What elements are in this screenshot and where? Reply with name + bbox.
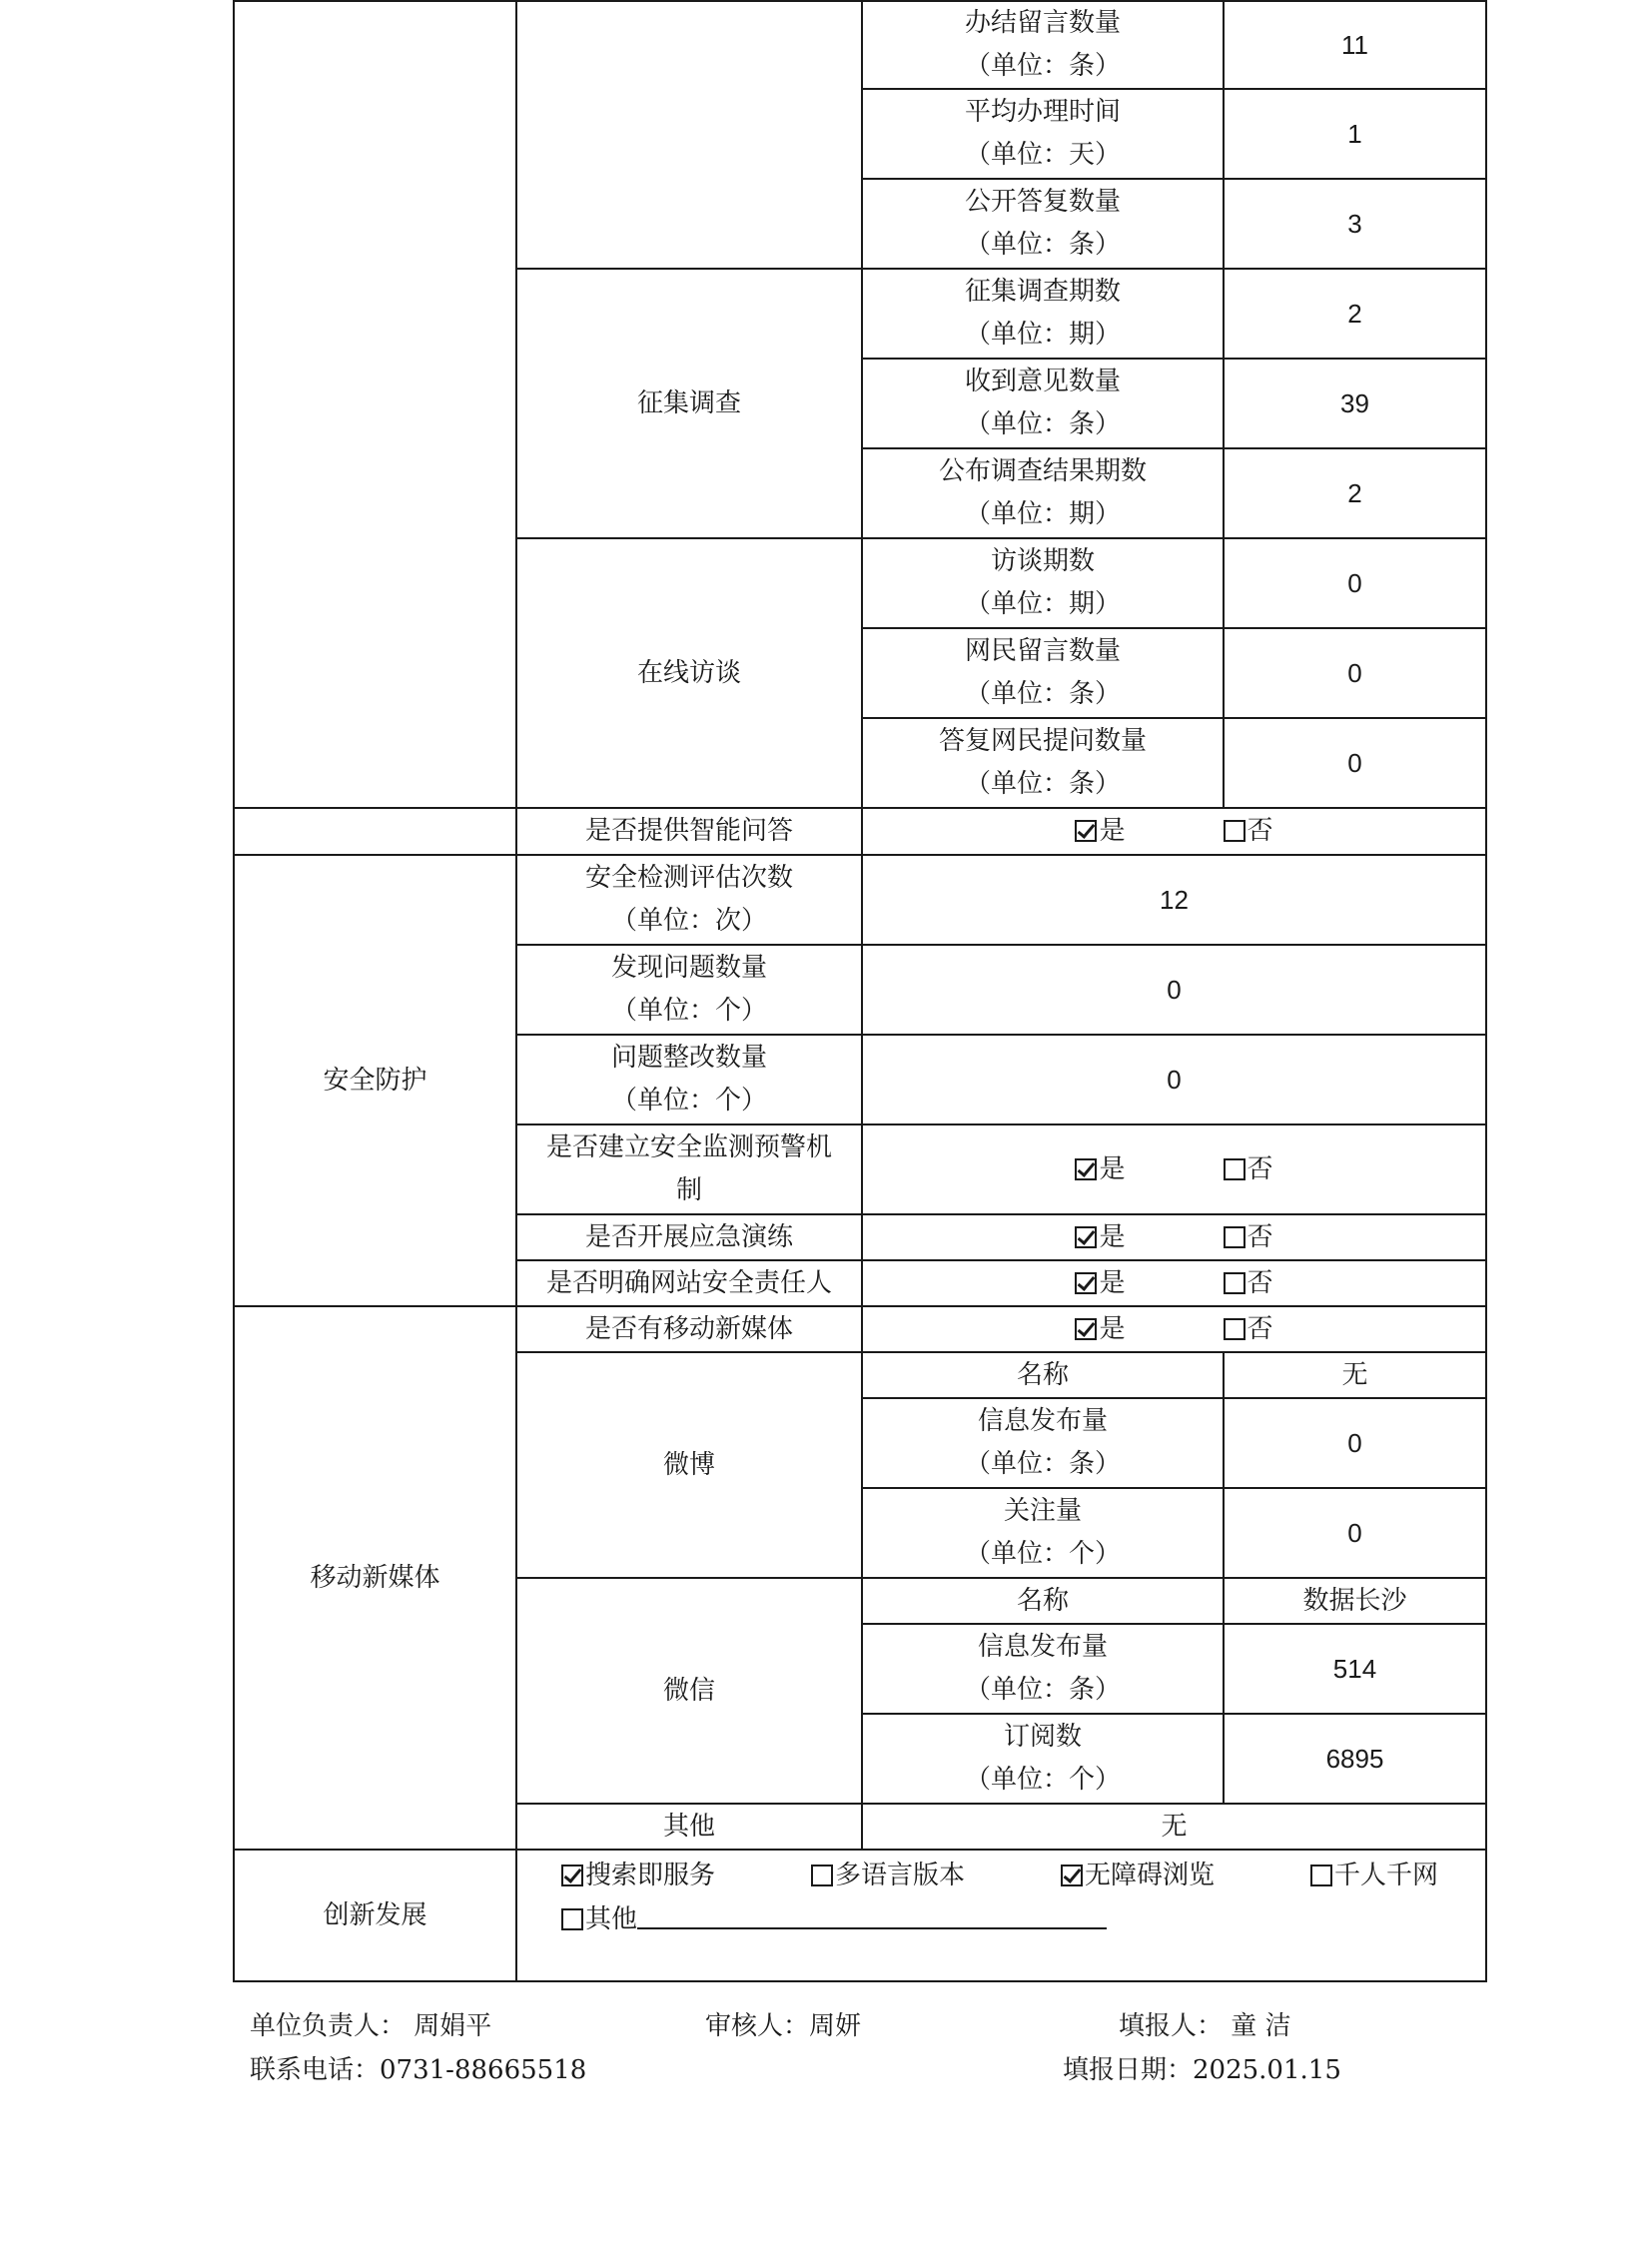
checkbox-empty-icon[interactable] [1224,1158,1245,1180]
choice-smart-qa: 是 否 [862,808,1486,855]
group-wechat: 微信 [516,1578,862,1804]
row-label-security-checks: 安全检测评估次数 （单位：次） [516,855,862,945]
row-label-interview-answers: 答复网民提问数量 （单位：条） [862,718,1224,808]
value-security-problems: 0 [862,945,1486,1035]
value-survey-results: 2 [1224,448,1486,538]
group-cell-messages [516,1,862,269]
footer-filler: 填报人： 童 洁 [1119,2011,1291,2041]
checkbox-checked-icon[interactable] [1075,1158,1097,1180]
row-label-weibo-name: 名称 [862,1352,1224,1398]
row-label-interview-periods: 访谈期数 （单位：期） [862,538,1224,628]
row-label-survey-periods: 征集调查期数 （单位：期） [862,269,1224,359]
row-label-avg-time: 平均办理时间 （单位：天） [862,89,1224,179]
row-label-wechat-name: 名称 [862,1578,1224,1624]
group-interview: 在线访谈 [516,538,862,808]
innovation-option-row [561,1855,1485,1897]
value-weibo-name: 无 [1224,1352,1486,1398]
group-survey: 征集调查 [516,269,862,538]
value-weibo-followers: 0 [1224,1488,1486,1578]
row-label-security-responsible: 是否明确网站安全责任人 [516,1260,862,1306]
value-wechat-name: 数据长沙 [1224,1578,1486,1624]
checkbox-empty-icon[interactable] [1224,1272,1245,1294]
row-label-public-reply: 公开答复数量 （单位：条） [862,179,1224,269]
innovation-other-row: 其他 [561,1897,1485,1940]
checkbox-checked-icon[interactable] [1075,1272,1097,1294]
value-survey-opinions: 39 [1224,359,1486,448]
row-label-media-other: 其他 [516,1804,862,1850]
report-table [233,0,1487,1982]
checkbox-checked-icon[interactable] [561,1865,583,1886]
section-media: 移动新媒体 [234,1306,516,1850]
row-label-security-drill: 是否开展应急演练 [516,1214,862,1260]
section-innovation: 创新发展 [234,1850,516,1981]
checkbox-checked-icon[interactable] [1075,820,1097,842]
row-label-handled-msgs: 办结留言数量 （单位：条） [862,1,1224,89]
row-label-wechat-posts: 信息发布量 （单位：条） [862,1624,1224,1714]
checkbox-empty-icon[interactable] [1224,1318,1245,1340]
checkbox-empty-icon[interactable] [811,1865,833,1886]
row-label-survey-results: 公布调查结果期数 （单位：期） [862,448,1224,538]
section-security: 安全防护 [234,855,516,1306]
innovation-option-accessibility[interactable]: 无障碍浏览 [1061,1855,1310,1897]
value-survey-periods: 2 [1224,269,1486,359]
value-wechat-subscribers: 6895 [1224,1714,1486,1804]
innovation-options [516,1850,1486,1981]
value-security-checks: 12 [862,855,1486,945]
value-interview-messages: 0 [1224,628,1486,718]
footer-phone: 联系电话：0731-88665518 [250,2055,587,2085]
footer-reviewer: 审核人：周妍 [705,2011,862,2041]
footer-date: 填报日期：2025.01.15 [1063,2055,1341,2085]
checkbox-empty-icon[interactable] [1310,1865,1332,1886]
row-label-smart-qa: 是否提供智能问答 [516,808,862,855]
checkbox-empty-icon[interactable] [1224,1226,1245,1248]
innovation-option-multilang[interactable]: 多语言版本 [811,1855,1061,1897]
choice-security-responsible: 是 否 [862,1260,1486,1306]
choice-security-warning: 是 否 [862,1124,1486,1214]
innovation-option-search[interactable]: 搜索即服务 [561,1855,811,1897]
row-label-security-problems: 发现问题数量 （单位：个） [516,945,862,1035]
checkbox-checked-icon[interactable] [1075,1318,1097,1340]
value-weibo-posts: 0 [1224,1398,1486,1488]
innovation-other-blank[interactable] [637,1897,1107,1929]
row-label-survey-opinions: 收到意见数量 （单位：条） [862,359,1224,448]
row-label-security-warning: 是否建立安全监测预警机 制 [516,1124,862,1214]
checkbox-empty-icon[interactable] [561,1908,583,1930]
section-cell-top [234,1,516,808]
row-label-weibo-followers: 关注量 （单位：个） [862,1488,1224,1578]
value-avg-time: 1 [1224,89,1486,179]
group-weibo: 微博 [516,1352,862,1578]
value-security-fixed: 0 [862,1035,1486,1124]
section-cell-top-end [234,808,516,855]
checkbox-checked-icon[interactable] [1061,1865,1083,1886]
row-label-security-fixed: 问题整改数量 （单位：个） [516,1035,862,1124]
row-label-has-media: 是否有移动新媒体 [516,1306,862,1352]
row-label-wechat-subscribers: 订阅数 （单位：个） [862,1714,1224,1804]
value-interview-periods: 0 [1224,538,1486,628]
value-public-reply: 3 [1224,179,1486,269]
row-label-weibo-posts: 信息发布量 （单位：条） [862,1398,1224,1488]
footer-head: 单位负责人： 周娟平 [250,2011,492,2041]
checkbox-checked-icon[interactable] [1075,1226,1097,1248]
value-interview-answers: 0 [1224,718,1486,808]
row-label-interview-messages: 网民留言数量 （单位：条） [862,628,1224,718]
innovation-option-personalized[interactable]: 千人千网 [1310,1855,1438,1897]
checkbox-empty-icon[interactable] [1224,820,1245,842]
value-handled-msgs: 11 [1224,1,1486,89]
choice-has-media: 是 否 [862,1306,1486,1352]
choice-security-drill: 是 否 [862,1214,1486,1260]
value-media-other: 无 [862,1804,1486,1850]
value-wechat-posts: 514 [1224,1624,1486,1714]
